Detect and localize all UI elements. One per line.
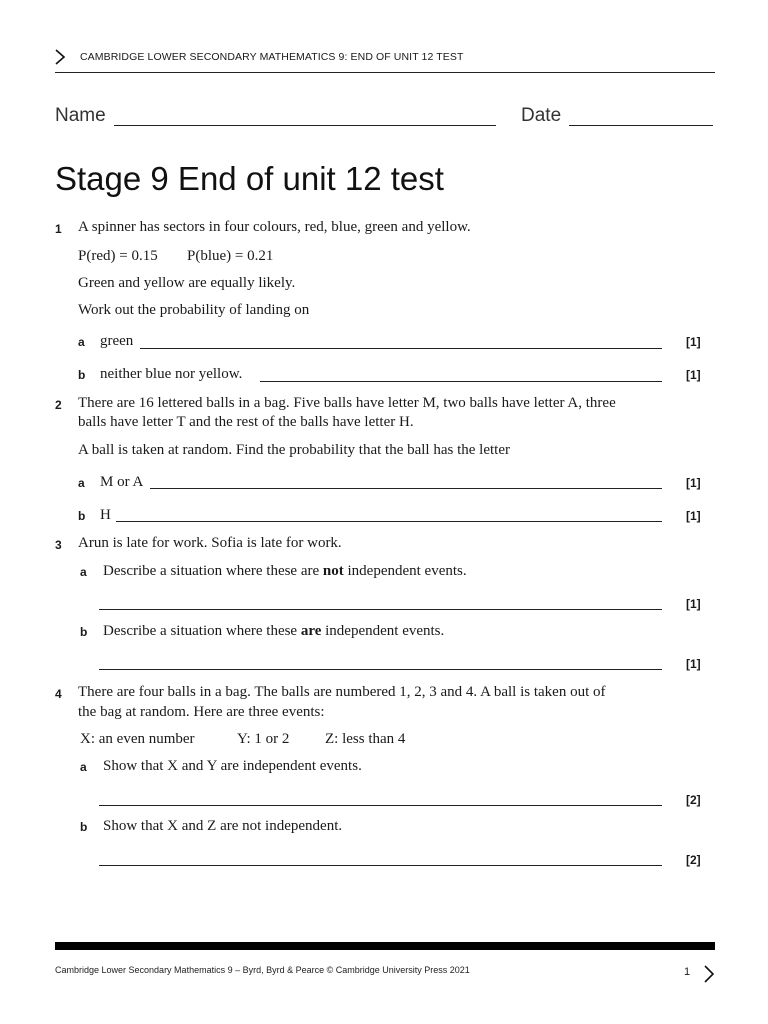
marks-label: [1] — [686, 368, 701, 382]
question-text: Arun is late for work. Sofia is late for work. — [78, 535, 342, 551]
part-text: Show that X and Z are not independent. — [103, 818, 343, 834]
part-label: b — [78, 368, 86, 382]
marks-label: [1] — [686, 335, 701, 349]
marks-label: [1] — [686, 597, 701, 611]
answer-line[interactable] — [99, 669, 662, 670]
answer-line[interactable] — [260, 381, 662, 382]
probability-red: P(red) = 0.15 — [78, 248, 158, 264]
question-text: There are 16 lettered balls in a bag. Five balls have letter M, two balls have letter A, three — [78, 395, 616, 411]
header-rule — [55, 72, 715, 73]
marks-label: [2] — [686, 853, 701, 867]
answer-line[interactable] — [99, 609, 662, 610]
question-number: 1 — [55, 222, 62, 236]
footer-copyright: Cambridge Lower Secondary Mathematics 9 – Byrd, Byrd & Pearce © Cambridge University Press 2021 — [55, 965, 470, 975]
event-z: Z: less than 4 — [325, 731, 406, 747]
event-y: Y: 1 or 2 — [237, 731, 290, 747]
question-text: the bag at random. Here are three events: — [78, 704, 325, 720]
marks-label: [1] — [686, 509, 701, 523]
footer-bar — [55, 942, 715, 950]
question-text: Green and yellow are equally likely. — [78, 275, 296, 291]
answer-line[interactable] — [99, 865, 662, 866]
page-title: Stage 9 End of unit 12 test — [55, 160, 444, 197]
question-text: balls have letter T and the rest of the balls have letter H. — [78, 414, 414, 430]
name-label: Name — [55, 105, 106, 126]
part-text: Describe a situation where these are not independent events. — [103, 563, 467, 579]
part-text: H — [100, 507, 111, 523]
answer-line[interactable] — [99, 805, 662, 806]
part-label: b — [78, 509, 86, 523]
question-number: 4 — [55, 687, 62, 701]
answer-line[interactable] — [140, 348, 662, 349]
part-text: neither blue nor yellow. — [100, 366, 243, 382]
next-page-chevron-icon[interactable] — [702, 965, 716, 983]
part-label: b — [80, 820, 88, 834]
part-label: a — [80, 565, 87, 579]
question-number: 3 — [55, 538, 62, 552]
part-text: Describe a situation where these are independent events. — [103, 623, 445, 639]
marks-label: [1] — [686, 657, 701, 671]
question-text: A ball is taken at random. Find the probability that the ball has the letter — [78, 442, 510, 458]
probability-blue: P(blue) = 0.21 — [187, 248, 274, 264]
question-number: 2 — [55, 398, 62, 412]
part-label: a — [78, 476, 85, 490]
chevron-right-icon — [52, 49, 68, 65]
part-label: a — [80, 760, 87, 774]
event-x: X: an even number — [80, 731, 195, 747]
page-number: 1 — [684, 966, 691, 978]
date-field[interactable] — [569, 125, 713, 126]
part-text: green — [100, 333, 134, 349]
date-label: Date — [521, 105, 562, 126]
question-text: There are four balls in a bag. The balls are numbered 1, 2, 3 and 4. A ball is taken out of — [78, 684, 606, 700]
running-header: CAMBRIDGE LOWER SECONDARY MATHEMATICS 9: END OF UNIT 12 TEST — [80, 51, 464, 63]
part-text: Show that X and Y are independent events. — [103, 758, 362, 774]
answer-line[interactable] — [116, 521, 662, 522]
part-label: b — [80, 625, 88, 639]
question-text: A spinner has sectors in four colours, red, blue, green and yellow. — [78, 219, 471, 235]
name-field[interactable] — [114, 125, 496, 126]
part-text: M or A — [100, 474, 144, 490]
part-label: a — [78, 335, 85, 349]
question-text: Work out the probability of landing on — [78, 302, 310, 318]
answer-line[interactable] — [150, 488, 662, 489]
marks-label: [1] — [686, 476, 701, 490]
marks-label: [2] — [686, 793, 701, 807]
